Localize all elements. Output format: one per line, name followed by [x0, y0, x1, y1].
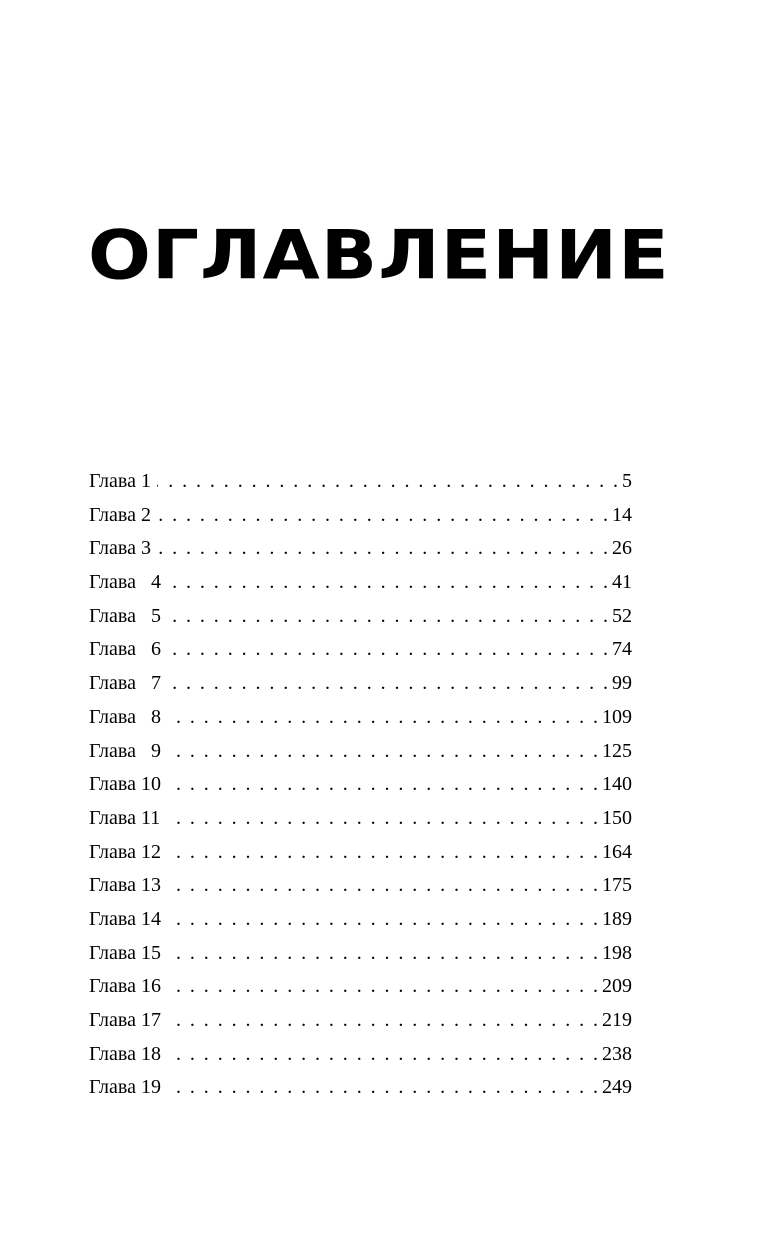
- toc-entry-label: Глава 14: [89, 907, 161, 930]
- toc-entry: [89, 600, 632, 634]
- toc-entry-page-number: 26: [612, 537, 632, 560]
- toc-entry: [89, 768, 632, 802]
- toc-entry-page-number: 140: [602, 773, 632, 796]
- toc-entry-label: Глава 16: [89, 975, 161, 998]
- toc-entry-page-number: 238: [602, 1042, 632, 1065]
- toc-entry: [89, 532, 632, 566]
- table-of-contents: [89, 465, 632, 1105]
- toc-dot-leader: [167, 1004, 598, 1038]
- toc-entry-label: Глава 11: [89, 806, 161, 829]
- toc-dot-leader: [167, 735, 598, 769]
- toc-dot-leader: [167, 633, 608, 667]
- page-title: ОГЛАВЛЕНИЕ: [88, 216, 670, 296]
- toc-entry: [89, 903, 632, 937]
- toc-entry-page-number: 164: [602, 840, 632, 863]
- toc-entry-label: Глава 6: [89, 638, 161, 661]
- toc-entry-page-number: 249: [602, 1076, 632, 1099]
- toc-dot-leader: [167, 768, 598, 802]
- toc-entry-page-number: 99: [612, 672, 632, 695]
- toc-dot-leader: [167, 869, 598, 903]
- toc-entry-page-number: 198: [602, 941, 632, 964]
- toc-entry-label: Глава 8: [89, 705, 161, 728]
- toc-entry-label: Глава 18: [89, 1042, 161, 1065]
- toc-entry-page-number: 219: [602, 1009, 632, 1031]
- toc-entry-page-number: 109: [602, 705, 632, 728]
- toc-entry-label: Глава 17: [89, 1009, 161, 1031]
- toc-dot-leader: [157, 465, 618, 499]
- toc-entry-page-number: 52: [612, 604, 632, 627]
- toc-dot-leader: [167, 1071, 598, 1105]
- toc-entry-label: Глава 19: [89, 1076, 161, 1099]
- toc-dot-leader: [167, 1038, 598, 1072]
- toc-entry: [89, 465, 632, 499]
- toc-entry-label: Глава 15: [89, 941, 161, 964]
- toc-entry-page-number: 150: [602, 806, 632, 829]
- toc-entry: [89, 499, 632, 533]
- toc-entry-label: Глава 13: [89, 874, 161, 897]
- toc-entry-label: Глава 12: [89, 840, 161, 863]
- toc-entry: [89, 735, 632, 769]
- toc-dot-leader: [167, 937, 598, 971]
- toc-entry-page-number: 189: [602, 907, 632, 930]
- toc-dot-leader: [157, 532, 608, 566]
- toc-entry-label: Глава 2: [89, 503, 151, 526]
- toc-entry: [89, 633, 632, 667]
- toc-entry-label: Глава 1: [89, 470, 151, 492]
- toc-entry-label: Глава 10: [89, 773, 161, 796]
- toc-entry-label: Глава 7: [89, 672, 161, 695]
- toc-entry: [89, 970, 632, 1004]
- toc-entry-page-number: 125: [602, 739, 632, 762]
- toc-entry-label: Глава 4: [89, 571, 161, 594]
- toc-dot-leader: [157, 499, 608, 533]
- toc-entry-label: Глава 9: [89, 739, 161, 762]
- toc-entry: [89, 667, 632, 701]
- toc-dot-leader: [167, 903, 598, 937]
- toc-dot-leader: [167, 667, 608, 701]
- toc-dot-leader: [167, 970, 598, 1004]
- toc-entry-label: Глава 3: [89, 537, 151, 560]
- toc-entry: [89, 869, 632, 903]
- toc-dot-leader: [167, 836, 598, 870]
- toc-dot-leader: [167, 600, 608, 634]
- toc-entry-page-number: 41: [612, 571, 632, 594]
- toc-entry-page-number: 14: [612, 503, 632, 526]
- toc-entry-page-number: 175: [602, 874, 632, 897]
- toc-entry: [89, 836, 632, 870]
- toc-entry: [89, 701, 632, 735]
- toc-entry: [89, 937, 632, 971]
- toc-entry: [89, 1004, 632, 1038]
- toc-entry-page-number: 5: [622, 470, 632, 492]
- toc-dot-leader: [167, 701, 598, 735]
- toc-entry-page-number: 74: [612, 638, 632, 661]
- toc-entry: [89, 802, 632, 836]
- toc-entry: [89, 566, 632, 600]
- toc-entry: [89, 1038, 632, 1072]
- toc-dot-leader: [166, 802, 598, 836]
- toc-dot-leader: [167, 566, 608, 600]
- toc-entry: [89, 1071, 632, 1105]
- toc-entry-page-number: 209: [602, 975, 632, 998]
- toc-entry-label: Глава 5: [89, 604, 161, 627]
